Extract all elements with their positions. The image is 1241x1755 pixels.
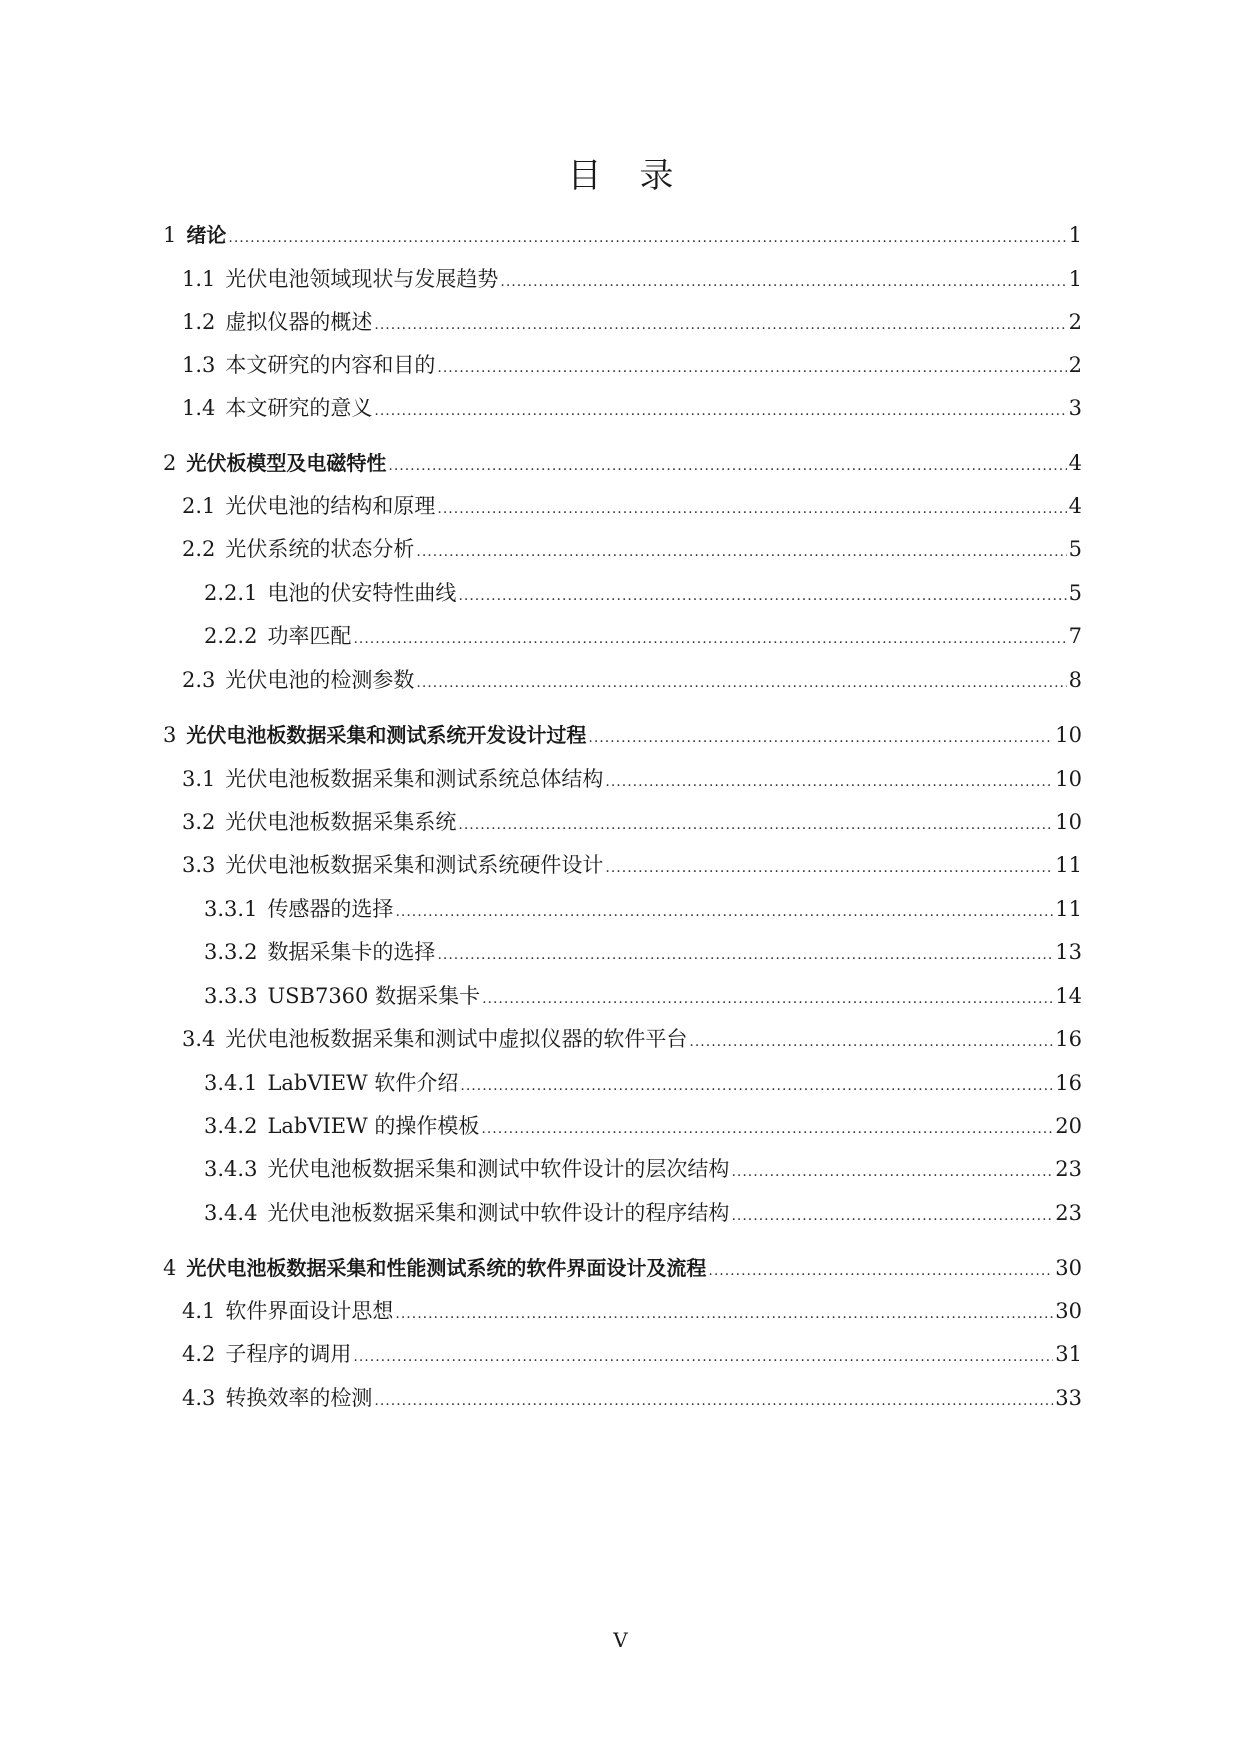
toc-entry-title: 软件界面设计思想 — [225, 1299, 394, 1323]
toc-entry-page-number: 4 — [1068, 494, 1082, 518]
toc-entry[interactable] — [204, 981, 1082, 1011]
toc-entry-number: 1.4 — [182, 396, 216, 420]
toc-entry-title: 光伏电池板数据采集和测试系统总体结构 — [225, 767, 604, 791]
toc-entry[interactable] — [163, 1253, 1082, 1283]
toc-leader-dots — [395, 1296, 1053, 1329]
toc-entry-page-number: 5 — [1068, 581, 1082, 605]
toc-entry-title: 光伏电池板数据采集和测试中虚拟仪器的软件平台 — [225, 1027, 688, 1051]
toc-entry[interactable] — [204, 894, 1082, 924]
toc-entry-page-number: 8 — [1068, 668, 1082, 692]
toc-entry-number: 3.4.4 — [204, 1201, 258, 1225]
toc-entry[interactable] — [204, 578, 1082, 608]
toc-entry-number: 3 — [163, 723, 177, 747]
toc-entry-page-number: 7 — [1068, 624, 1082, 648]
toc-entry-number: 3.3.2 — [204, 940, 258, 964]
toc-entry-title: 数据采集卡的选择 — [267, 940, 436, 964]
toc-entry-title: 绪论 — [186, 223, 227, 247]
toc-entry-page-number: 10 — [1055, 767, 1082, 791]
toc-entry-number: 1.3 — [182, 353, 216, 377]
toc-leader-dots — [374, 1383, 1053, 1416]
toc-entry[interactable] — [182, 807, 1082, 837]
toc-entry-title: 光伏电池板数据采集和测试中软件设计的程序结构 — [267, 1201, 730, 1225]
toc-leader-dots — [708, 1253, 1053, 1286]
toc-leader-dots — [731, 1154, 1053, 1187]
toc-leader-dots — [458, 807, 1053, 840]
toc-leader-dots — [437, 937, 1053, 970]
toc-entry-title: 光伏电池板数据采集和测试中软件设计的层次结构 — [267, 1157, 730, 1181]
toc-entry-number: 1.1 — [182, 267, 216, 291]
toc-entry-title: 本文研究的内容和目的 — [225, 353, 436, 377]
toc-leader-dots — [481, 1111, 1053, 1144]
toc-entry-title: 光伏电池板数据采集和测试系统开发设计过程 — [186, 723, 587, 747]
toc-entry-page-number: 5 — [1068, 537, 1082, 561]
toc-entry-title: 传感器的选择 — [267, 897, 394, 921]
toc-entry[interactable] — [182, 665, 1082, 695]
toc-entry-title: 虚拟仪器的概述 — [225, 310, 373, 334]
toc-entry-number: 4.2 — [182, 1342, 216, 1366]
toc-leader-dots — [458, 578, 1066, 611]
toc-entry-number: 3.4.1 — [204, 1071, 258, 1095]
toc-entry[interactable] — [163, 220, 1082, 250]
toc-entry[interactable] — [163, 448, 1082, 478]
toc-entry-number: 2.2 — [182, 537, 216, 561]
toc-entry-number: 4.3 — [182, 1386, 216, 1410]
toc-entry-title: USB7360 数据采集卡 — [267, 984, 481, 1008]
toc-entry-title: 电池的伏安特性曲线 — [267, 581, 457, 605]
toc-entry-number: 2.1 — [182, 494, 216, 518]
toc-entry[interactable] — [182, 850, 1082, 880]
toc-entry-page-number: 3 — [1068, 396, 1082, 420]
toc-entry[interactable] — [204, 1198, 1082, 1228]
toc-leader-dots — [437, 491, 1066, 524]
toc-entry[interactable] — [182, 350, 1082, 380]
toc-entry-title: 光伏电池板数据采集和性能测试系统的软件界面设计及流程 — [186, 1256, 707, 1280]
toc-entry-number: 3.3.3 — [204, 984, 258, 1008]
toc-entry[interactable] — [204, 621, 1082, 651]
toc-entry-number: 3.1 — [182, 767, 216, 791]
toc-entry-title: LabVIEW 的操作模板 — [267, 1114, 480, 1138]
toc-entry[interactable] — [182, 307, 1082, 337]
toc-entry-number: 1.2 — [182, 310, 216, 334]
toc-entry-number: 3.4.3 — [204, 1157, 258, 1181]
toc-entry-page-number: 2 — [1068, 310, 1082, 334]
toc-entry-title: 光伏电池领域现状与发展趋势 — [225, 267, 499, 291]
toc-leader-dots — [689, 1024, 1053, 1057]
toc-entry-page-number: 14 — [1055, 984, 1082, 1008]
toc-entry-title: 光伏电池板数据采集和测试系统硬件设计 — [225, 853, 604, 877]
toc-entry-page-number: 10 — [1055, 810, 1082, 834]
toc-entry-page-number: 30 — [1055, 1256, 1082, 1280]
toc-entry[interactable] — [204, 937, 1082, 967]
toc-entry-page-number: 23 — [1055, 1157, 1082, 1181]
toc-entry-page-number: 23 — [1055, 1201, 1082, 1225]
toc-leader-dots — [437, 350, 1066, 383]
toc-leader-dots — [500, 264, 1066, 297]
toc-entry-page-number: 20 — [1055, 1114, 1082, 1138]
toc-entry[interactable] — [182, 1339, 1082, 1369]
toc-entry[interactable] — [204, 1154, 1082, 1184]
toc-entry[interactable] — [204, 1111, 1082, 1141]
toc-entry-title: 光伏电池板数据采集系统 — [225, 810, 457, 834]
toc-leader-dots — [416, 534, 1066, 567]
toc-entry-number: 1 — [163, 223, 177, 247]
toc-entry[interactable] — [182, 1024, 1082, 1054]
toc-leader-dots — [482, 981, 1053, 1014]
toc-entry-page-number: 16 — [1055, 1071, 1082, 1095]
toc-leader-dots — [731, 1198, 1053, 1231]
toc-entry-number: 3.4 — [182, 1027, 216, 1051]
toc-entry[interactable] — [163, 720, 1082, 750]
toc-entry-page-number: 13 — [1055, 940, 1082, 964]
toc-entry-title: 光伏电池的检测参数 — [225, 668, 415, 692]
toc-entry-page-number: 1 — [1068, 267, 1082, 291]
toc-entry-page-number: 33 — [1055, 1386, 1082, 1410]
toc-entry-title: 本文研究的意义 — [225, 396, 373, 420]
toc-entry-title: 光伏电池的结构和原理 — [225, 494, 436, 518]
toc-entry-page-number: 1 — [1068, 223, 1082, 247]
toc-leader-dots — [353, 1339, 1053, 1372]
toc-entry-number: 4.1 — [182, 1299, 216, 1323]
toc-leader-dots — [374, 307, 1066, 340]
toc-entry[interactable] — [204, 1068, 1082, 1098]
toc-entry-title: 光伏系统的状态分析 — [225, 537, 415, 561]
toc-entry-page-number: 4 — [1068, 451, 1082, 475]
toc-entry-page-number: 30 — [1055, 1299, 1082, 1323]
toc-leader-dots — [228, 220, 1066, 253]
toc-entry[interactable] — [182, 1296, 1082, 1326]
toc-leader-dots — [395, 894, 1053, 927]
toc-heading-char-2: 录 — [639, 156, 674, 196]
toc-leader-dots — [588, 720, 1053, 753]
toc-entry-page-number: 31 — [1055, 1342, 1082, 1366]
toc-entry-page-number: 11 — [1055, 853, 1082, 877]
toc-entry-page-number: 2 — [1068, 353, 1082, 377]
toc-entry-title: 子程序的调用 — [225, 1342, 352, 1366]
toc-entry-number: 2.2.1 — [204, 581, 258, 605]
toc-entry-page-number: 11 — [1055, 897, 1082, 921]
toc-leader-dots — [388, 448, 1066, 481]
toc-entry-number: 4 — [163, 1256, 177, 1280]
toc-leader-dots — [353, 621, 1066, 654]
toc-entry-number: 2.2.2 — [204, 624, 258, 648]
toc-entry-title: 功率匹配 — [267, 624, 352, 648]
toc-entry[interactable] — [182, 491, 1082, 521]
toc-entry-number: 2.3 — [182, 668, 216, 692]
toc-entry[interactable] — [182, 1383, 1082, 1413]
toc-entry-title: LabVIEW 软件介绍 — [267, 1071, 459, 1095]
toc-leader-dots — [374, 393, 1066, 426]
toc-heading-char-1: 目 — [567, 156, 602, 196]
toc-entry-page-number: 16 — [1055, 1027, 1082, 1051]
toc-leader-dots — [605, 850, 1053, 883]
toc-leader-dots — [460, 1068, 1053, 1101]
footer-page-number: V — [613, 1628, 628, 1652]
toc-entry-page-number: 10 — [1055, 723, 1082, 747]
toc-entry-number: 3.4.2 — [204, 1114, 258, 1138]
toc-entry[interactable] — [182, 764, 1082, 794]
toc-entry-number: 3.3 — [182, 853, 216, 877]
toc-entry-number: 2 — [163, 451, 177, 475]
toc-entry-title: 转换效率的检测 — [225, 1386, 373, 1410]
toc-entry-number: 3.2 — [182, 810, 216, 834]
toc-entry-number: 3.3.1 — [204, 897, 258, 921]
toc-leader-dots — [416, 665, 1066, 698]
toc-leader-dots — [605, 764, 1053, 797]
toc-entry-title: 光伏板模型及电磁特性 — [186, 451, 387, 475]
toc-entry[interactable] — [182, 264, 1082, 294]
toc-entry[interactable] — [182, 534, 1082, 564]
toc-entry[interactable] — [182, 393, 1082, 423]
